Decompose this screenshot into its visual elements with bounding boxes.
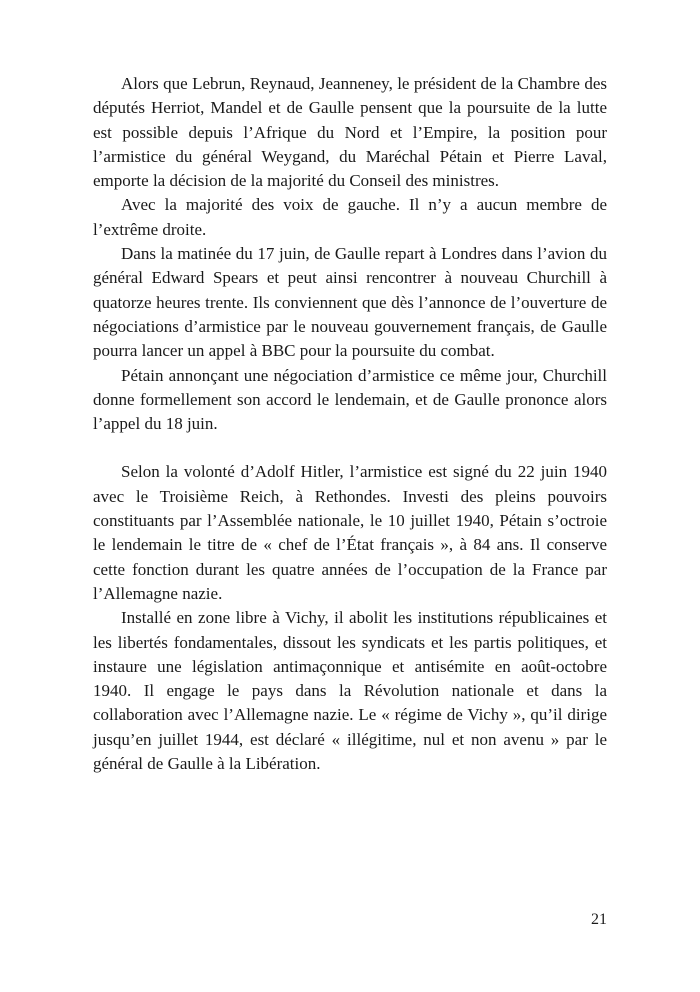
text-block (93, 72, 607, 776)
paragraph-armistice-22-juin: Selon la volonté d’Adolf Hitler, l’armistice est signé du 22 juin 1940 avec le Troisième Reich, à Rethondes. Investi des pleins pouvoirs constituants par l’Assemblée nationale, le 10 juillet 1940, Pétain s’octroie le lendemain le titre de « chef de l’État français », à 84 ans. Il conserve cette fonction durant les quatre années de l’occupation de la France par l’Allemagne nazie. (93, 462, 607, 603)
paragraph-matinee-17-juin: Dans la matinée du 17 juin, de Gaulle repart à Londres dans l’avion du général Edward Spears et peut ainsi rencontrer à nouveau Churchill à quatorze heures trente. Ils conviennent que dès l’annonce de l’ouverture de négociations d’armistice par le nouveau gouvernement français, de Gaulle pourra lancer un appel à BBC pour la poursuite du combat. (93, 244, 607, 361)
paragraph-majorite-gauche: Avec la majorité des voix de gauche. Il n’y a aucun membre de l’extrême droite. (93, 195, 607, 239)
paragraph-lebrun-reynaud: Alors que Lebrun, Reynaud, Jeanneney, le président de la Chambre des députés Herriot, Mandel et de Gaulle pensent que la poursuite de la lutte est possible depuis l’Afrique du Nord et l’Empire, la position pour l’armistice du général Weygand, du Maréchal Pétain et Pierre Laval, emporte la décision de la majorité du Conseil des ministres. (93, 74, 607, 191)
paragraph-appel-18-juin: Pétain annonçant une négociation d’armistice ce même jour, Churchill donne formellement son accord le lendemain, et de Gaulle prononce alors l’appel du 18 juin. (93, 365, 607, 434)
paragraph-vichy: Installé en zone libre à Vichy, il abolit les institutions républicaines et les libertés fondamentales, dissout les syndicats et les partis politiques, et instaure une législation antimaçonnique et antisémite en août-octobre 1940. Il engage le pays dans la Révolution nationale et dans la collaboration avec l’Allemagne nazie. Le « régime de Vichy », qu’il dirige jusqu’en juillet 1944, est déclaré « illégitime, nul et non avenu » par le général de Gaulle à la Libération. (93, 608, 607, 774)
page-number: 21 (591, 911, 607, 928)
